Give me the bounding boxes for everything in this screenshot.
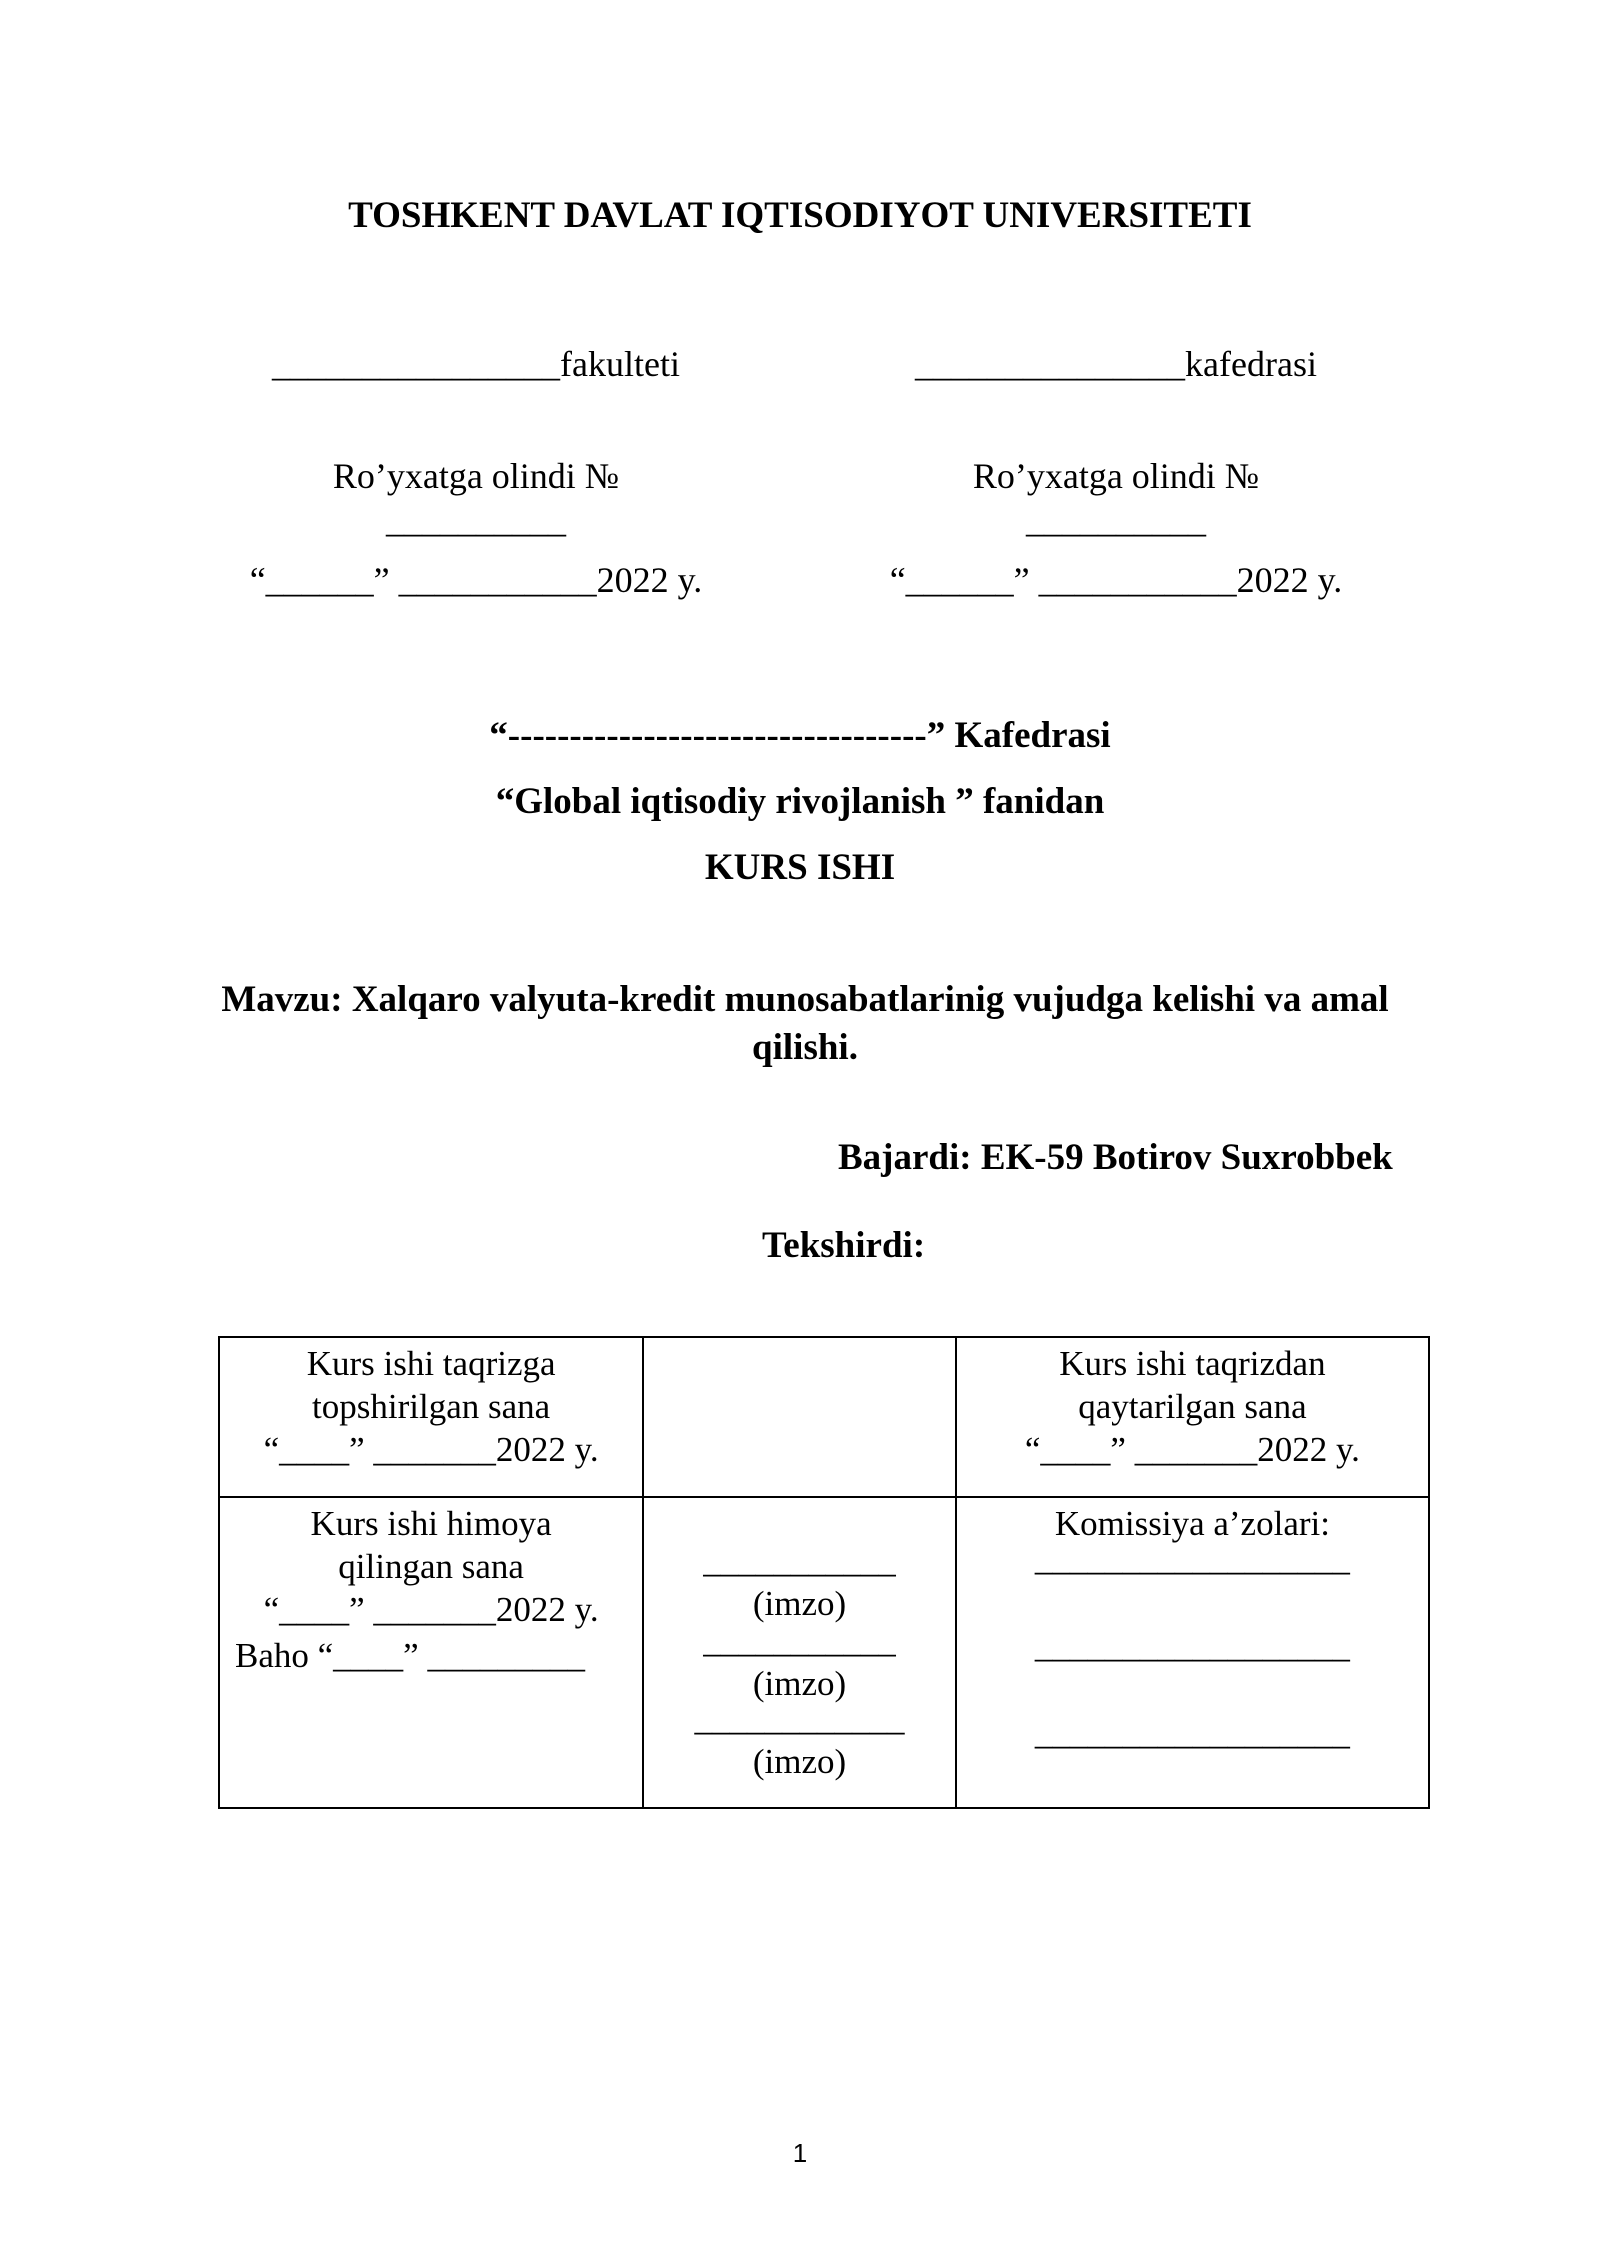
commission-member-line: __________________ bbox=[1034, 1626, 1350, 1665]
defended-date: “____” _______2022 y. bbox=[263, 1590, 599, 1629]
registration-number-line: __________ bbox=[1026, 500, 1206, 540]
submitted-line1: Kurs ishi taqrizga bbox=[306, 1344, 556, 1383]
defended-line2: qilingan sana bbox=[338, 1547, 524, 1586]
department-field: _______________kafedrasi bbox=[915, 344, 1317, 384]
commission-member-line: __________________ bbox=[1034, 1539, 1350, 1578]
registration-label: Ro’yxatga olindi № bbox=[972, 456, 1260, 496]
subject-title: “Global iqtisodiy rivojlanish ” fanidan bbox=[495, 781, 1105, 822]
returned-date: “____” _______2022 y. bbox=[1024, 1430, 1360, 1469]
table-row bbox=[219, 1337, 1429, 1497]
defended-cell bbox=[219, 1497, 643, 1808]
defended-line1: Kurs ishi himoya bbox=[310, 1504, 552, 1543]
university-title: TOSHKENT DAVLAT IQTISODIYOT UNIVERSITETI bbox=[348, 195, 1252, 236]
table-row bbox=[219, 1497, 1429, 1808]
signature-line: ___________ bbox=[703, 1541, 896, 1580]
faculty-field: ________________fakulteti bbox=[272, 344, 680, 384]
submitted-cell bbox=[219, 1337, 643, 1497]
grade-field: Baho “____” _________ bbox=[235, 1636, 585, 1675]
signature-label: (imzo) bbox=[752, 1584, 847, 1623]
performer: Bajardi: EK-59 Botirov Suxrobbek bbox=[838, 1137, 1393, 1178]
work-type-title: KURS ISHI bbox=[704, 847, 896, 888]
registration-date: “______” ___________2022 y. bbox=[249, 560, 703, 600]
returned-line1: Kurs ishi taqrizdan bbox=[1059, 1344, 1326, 1383]
signature-label: (imzo) bbox=[752, 1742, 847, 1781]
returned-cell bbox=[956, 1337, 1429, 1497]
signature-line: ___________ bbox=[703, 1621, 896, 1660]
commission-title: Komissiya a’zolari: bbox=[1054, 1504, 1330, 1543]
review-table bbox=[218, 1336, 1430, 1809]
signature-label: (imzo) bbox=[752, 1664, 847, 1703]
registration-label: Ro’yxatga olindi № bbox=[332, 456, 620, 496]
department-block bbox=[836, 336, 1396, 608]
empty-cell bbox=[643, 1337, 956, 1497]
checker-label: Tekshirdi: bbox=[762, 1225, 926, 1266]
topic: Mavzu: Xalqaro valyuta-kredit munosabatlarinig vujudga kelishi va amal qilishi. bbox=[221, 979, 1389, 1068]
submitted-date: “____” _______2022 y. bbox=[263, 1430, 599, 1469]
submitted-line2: topshirilgan sana bbox=[312, 1387, 551, 1426]
commission-member-line: __________________ bbox=[1034, 1713, 1350, 1752]
registration-number-line: __________ bbox=[386, 500, 566, 540]
commission-cell bbox=[956, 1497, 1429, 1808]
department-title: “----------------------------------” Kafedrasi bbox=[489, 715, 1111, 756]
returned-line2: qaytarilgan sana bbox=[1078, 1387, 1307, 1426]
signatures-cell bbox=[643, 1497, 956, 1808]
signature-line: ____________ bbox=[694, 1699, 905, 1738]
faculty-block bbox=[196, 336, 756, 608]
registration-date: “______” ___________2022 y. bbox=[889, 560, 1343, 600]
page-number: 1 bbox=[792, 2138, 808, 2168]
